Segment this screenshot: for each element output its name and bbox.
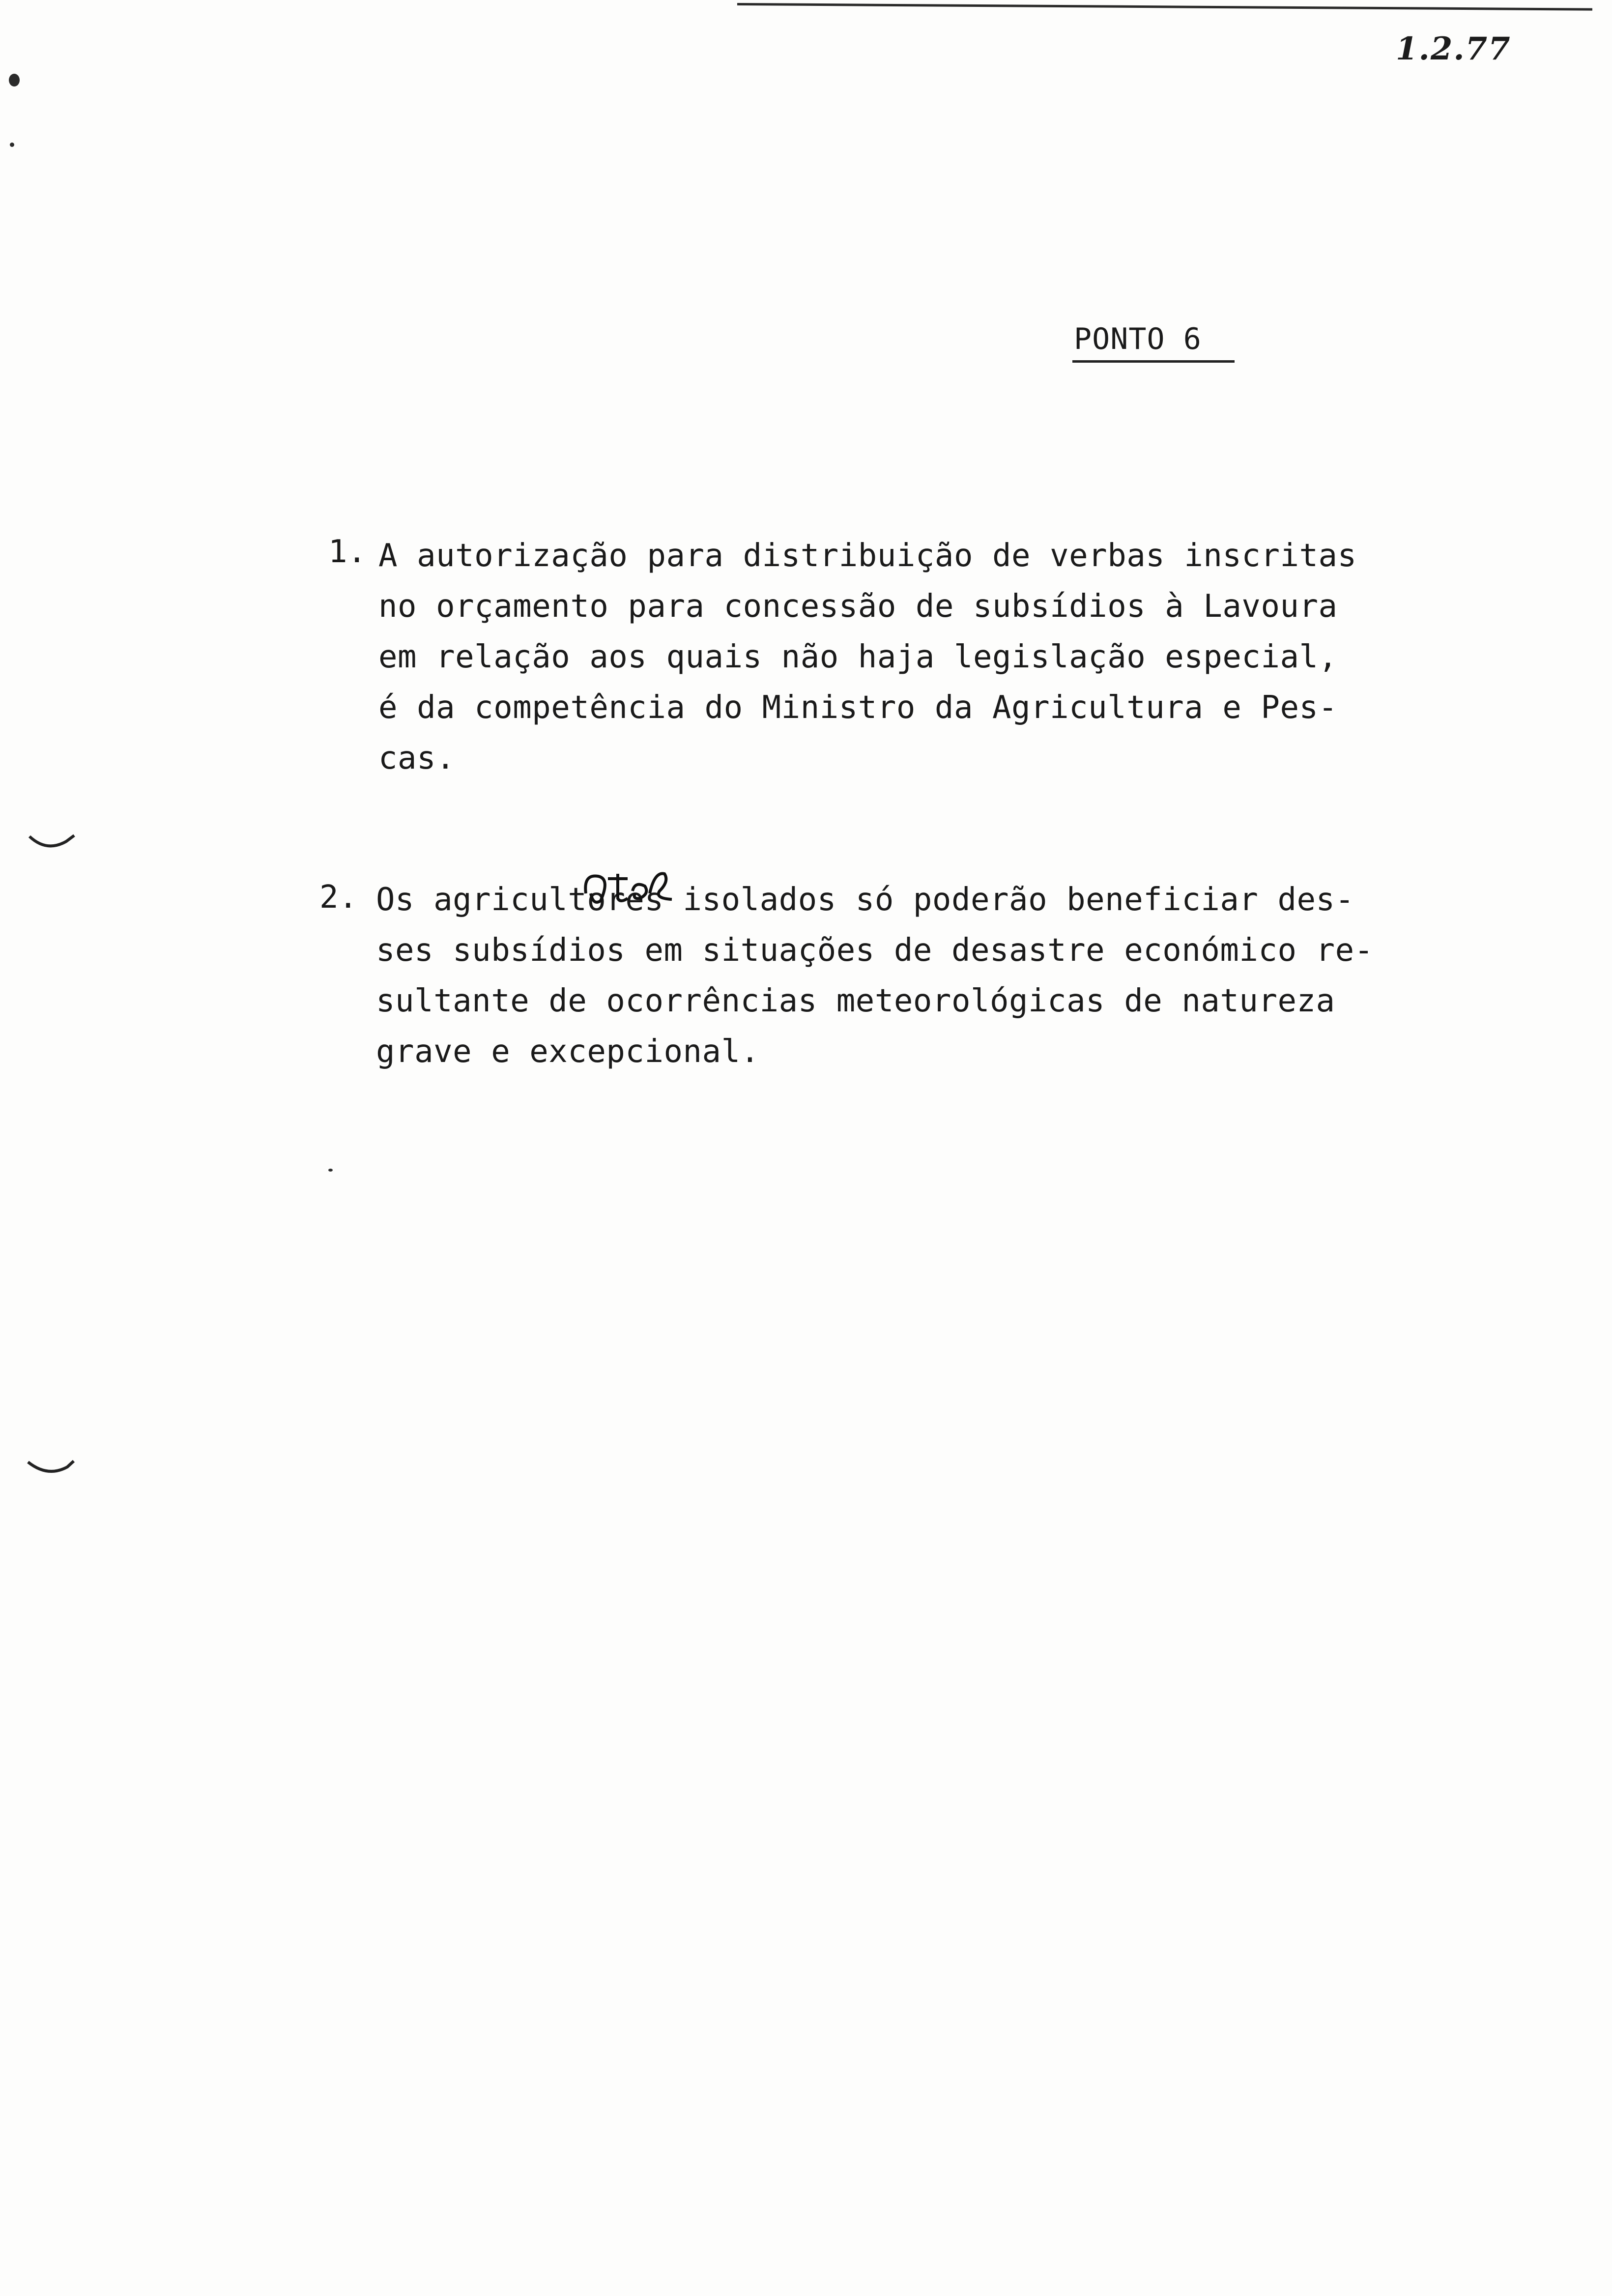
stray-mark [328,1169,333,1172]
heading-underline [1072,360,1235,363]
stray-mark [10,143,14,147]
item-text-line: no orçamento para concessão de subsídios à Lavoura [378,588,1338,625]
handwritten-date: 1.2.77 [1396,30,1511,67]
item-text-line: sultante de ocorrências meteorológicas de natureza [376,983,1335,1019]
punch-hole-mark [27,826,81,855]
section-heading: PONTO 6 [1074,322,1202,356]
stray-mark [9,74,20,86]
item-text-line: ses subsídios em situações de desastre económico re- [376,932,1374,969]
list-item [376,875,1374,1077]
item-text-line: cas. [378,740,456,776]
punch-hole-mark [26,1452,80,1482]
item-number: 2. [319,879,358,916]
top-edge-rule [737,3,1592,11]
list-item [378,531,1357,784]
item-text-line: em relação aos quais não haja legislação especial, [378,639,1338,675]
item-number: 1. [328,534,367,570]
item-text-line: é da competência do Ministro da Agricultura e Pes- [378,689,1338,726]
handwritten-correction [581,864,679,908]
item-text-line: Os agricultores isolados só poderão beneficiar des- [376,882,1354,918]
item-text-line: A autorização para distribuição de verbas inscritas [378,538,1357,574]
item-text-line: grave e excepcional. [376,1033,760,1070]
